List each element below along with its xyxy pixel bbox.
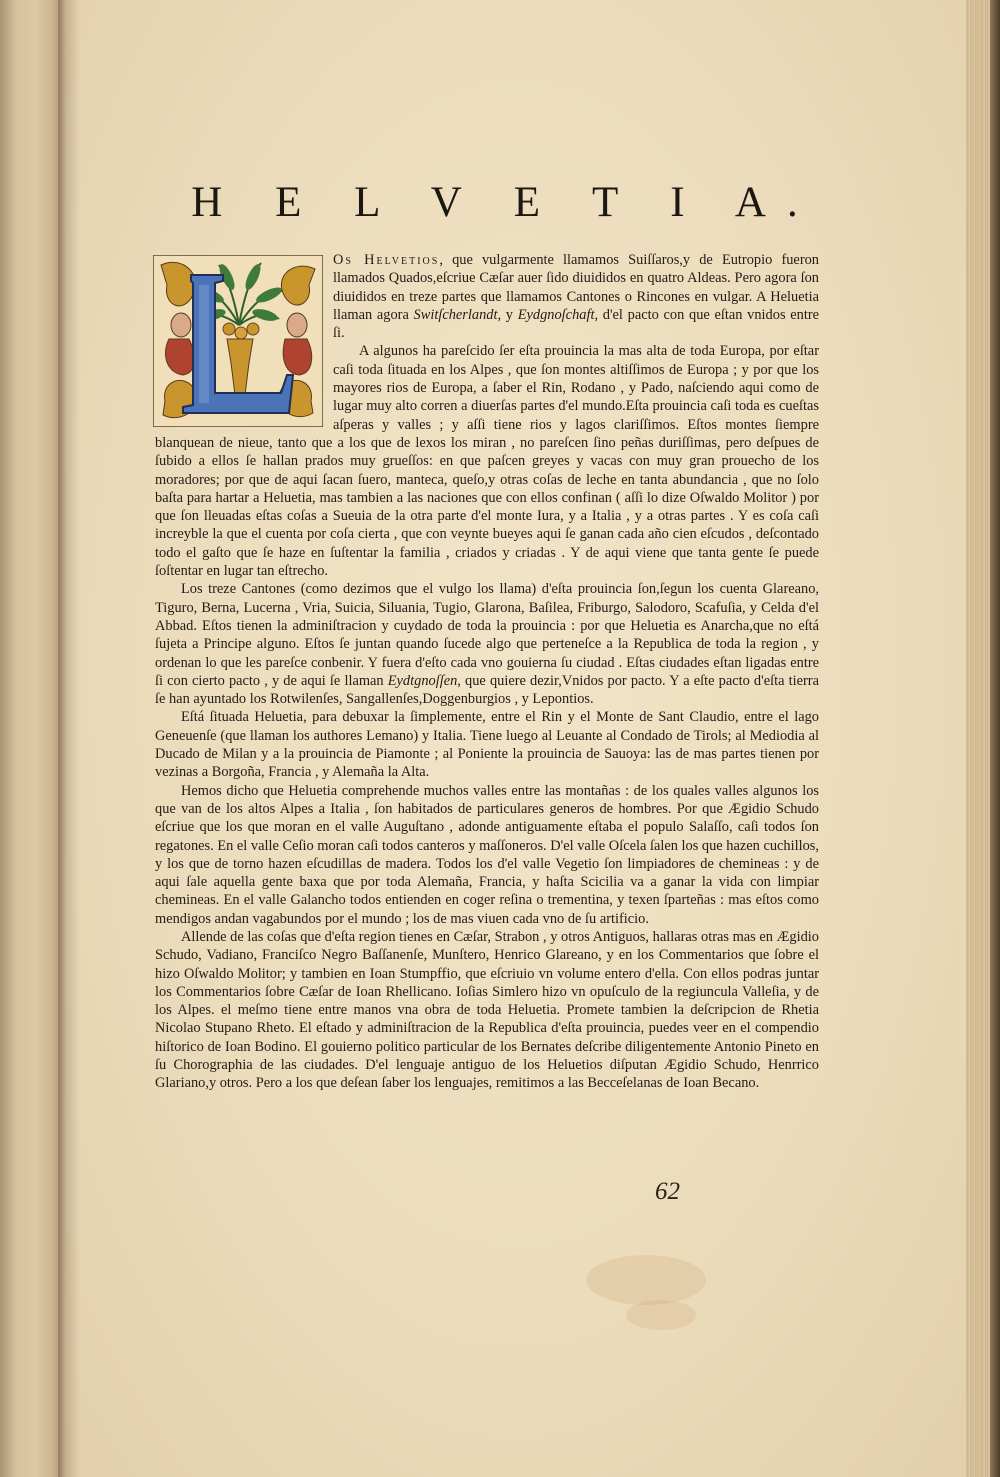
gutter-shadow: [58, 0, 80, 1477]
foxing-stain: [586, 1255, 706, 1305]
paragraph-1: Os Helvetios, que vulgarmente llamamos Suiſſaros,y de Eutropio fueron llamados Quados,eſcriue Cæſar auer ſido diuididos en quatro Aldeas. Pero agora ſon diuididos en treze partes que llamamos Cantones o Rincones en vulgar. A Heluetia llaman agora Switſcherlandt, y Eydgnoſchaft, d'el pacto con que eſtan vnidos entre ſi.: [155, 251, 819, 342]
italic-term: Eydgnoſchaft: [517, 306, 595, 323]
paragraph-6: Allende de las coſas que d'eſta region tienes en Cæſar, Strabon , y otros Antiguos, hallaras otras mas en Ægidio Schudo, Vadiano, Franciſco Negro Baſſanenſe, Munſtero, Henrico Glareano, y en los Commentarios que ſobre el hizo Oſwaldo Molitor; y tambien en Ioan Stumpffio, que eſcriuio vn volume entero d'ella. Con ellos podras juntar los Commentarios ſobre Cæſar de Ioan Rhellicano. Ioſias Simlero hizo vn opuſculo de la regiuncula Valleſia, y de los Alpes. el meſmo tiene entre manos vna obra de toda Heluetia. Promete tambien la deſcripcion de Rhetia Nicolao Stupano Rheto. El eſtado y adminiſtracion de la Republica d'eſta prouincia, puedes veer en el compendio hiſtorico de Ioan Bodino. El gouierno politico particular de los Bernates deſcribe diligentemente Antonio Pineto en ſu Chorographia de las ciudades. D'el lenguaje antiguo de los Heluetios diſputan Ægidio Schudo, Henrrico Glariano,y otros. Pero a los que deſean ſaber los lenguajes, remitimos a las Becceſelanas de Ioan Becano.: [155, 928, 819, 1092]
right-edge-shadow: [990, 0, 1000, 1477]
italic-term: Eydtgnoſſen: [387, 672, 458, 689]
italic-term: Switſcherlandt: [413, 306, 498, 323]
paragraph-2: A algunos ha pareſcido ſer eſta prouincia la mas alta de toda Europa, por eſtar caſi toda ſituada en los Alpes , que ſon montes altiſſimos de Europa ; y por que los mayores rios de Europa, a ſaber el Rin, Rodano , y Pado, naſciendo aqui como de lugar muy alto corren a diuerſas partes d'el mundo.Eſta prouincia caſi toda es cueſtas aſperas y valles ; y aſſi tiene rios y lagos clariſſimos. Eſtos montes ſiempre blanquean de nieue, tanto que a los que de lexos los miran , no pareſcen ſino peñas duriſſimas, pero deſpues de ſubido a ellos ſe hallan prados muy grueſſos: en que paſcen greyes y vacas con muy gran prouecho de los moradores; por que de aqui ſacan ſuero, manteca, queſo,y otras coſas de leche en tanta abundancia , que no ſolo baſta para hartar a Heluetia, mas tambien a las naciones que con ellos confinan ( aſſi lo dize Oſwaldo Molitor ) por que ſon lleuadas eſtas coſas a Sueuia de la otra parte d'el monte Iura, y a Italia , y a otras partes . Y es coſa caſi increyble la que el cuenta por coſa cierta , que con veynte bueyes aqui ſe ganan cada año cien eſcudos , deſcontado todo el gaſto que ſe haze en ſuſtentar la familia , criados y criadas . Y de aqui viene que tanta gente ſe puede ſoſtentar en lugar tan eſtrecho.: [155, 343, 819, 580]
paragraph-5: Hemos dicho que Heluetia comprehende muchos valles entre las montañas : de los quales valles algunos los que van de los altos Alpes a Italia , ſon habitados de particulares generos de hombres. Por que Ægidio Schudo eſcriue que los que moran en el valle Auguſtano , adonde antiguamente eſtaba el populo Salaſſo, caſi todos ſon regatones. En el valle Ceſio moran caſi todos canteros y maſſoneros. D'el valle Oſcela ſalen los que hazen cuchillos, y los que de torno hazen eſcudillas de madera. Todos los d'el valle Vegetio ſon limpiadores de chemineas : y de aqui ſale aquella gente baxa que por toda Alemaña, Francia, y haſta Scicilia va a ganar la vida con limpiar chemineas. En el valle Galancho todos entienden en coger reſina o trementina, y texen ſparteñas : mas eſtos como mendigos andan vagabundos por el mundo ; los de mas viuen cada vno de ſu artificio.: [155, 782, 819, 927]
paragraph-3: Los treze Cantones (como dezimos que el vulgo los llama) d'eſta prouincia ſon,ſegun los cuenta Glareano, Tiguro, Berna, Lucerna , Vria, Suicia, Siluania, Tugio, Glarona, Baſilea, Friburgo, Salodoro, Scafuſia, y Celda d'el Abbad. Eſtos tienen la adminiſtracion y cuydado de toda la prouincia : por que Heluetia es Anarcha,que no eſtá ſujeta a Principe alguno. Eſtos ſe juntan quando ſucede algo que perteneſce a la Republica de toda la region , y ordenan lo que les pareſce conbenir. Y fuera d'eſto cada vno gouierna ſu ciudad . Eſtas ciudades eſtan ligadas entre ſi con cierto pacto , y de aqui ſe llaman Eydtgnoſſen, que quiere dezir,Vnidos por pacto. Y a eſte pacto d'eſta tierra ſe han ayuntado los Rotwilenſes, Sangallenſes,Doggenburgios , y Lepontios.: [155, 581, 819, 708]
page-number: 62: [655, 1178, 680, 1205]
left-page-edge: [0, 0, 66, 1477]
page-title: H E L V E T I A.: [191, 179, 819, 226]
foxing-stain: [626, 1300, 696, 1330]
lead-smallcaps: Os Helvetios: [333, 252, 440, 268]
paragraph-4: Eſtá ſituada Heluetia, para debuxar la ſimplemente, entre el Rin y el Monte de Sant Claudio, entre el lago Geneuenſe (que llaman los authores Lemano) y Italia. Tiene luego al Leuante al Condado de Tirols; al Mediodia al Ducado de Milan y a la prouincia de Piamonte ; al Poniente la prouincia de Sauoya: las de mas partes tienen por vezinas a Borgoña, Francia , y Alemaña la Alta.: [155, 709, 819, 781]
body-text: [155, 251, 819, 1093]
initial-placeholder: [155, 252, 333, 420]
